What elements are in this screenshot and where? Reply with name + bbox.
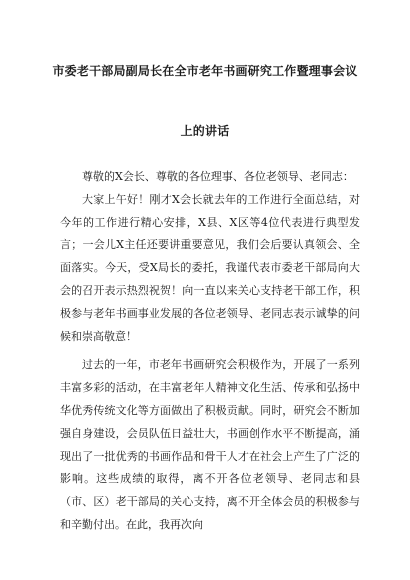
document-title-line-2: 上的讲话 (180, 124, 230, 138)
document-title-line-1: 市委老干部局副局长在全市老年书画研究工作暨理事会议 (52, 64, 358, 78)
salutation: 尊敬的X会长、尊敬的各位理事、各位老领导、老同志： (82, 170, 354, 183)
paragraph-review: 过去的一年，市老年书画研究会积极作为，开展了一系列丰富多彩的活动，在丰富老年人精神文化生活、传承和弘扬中华优秀传统文化等方面做出了积极贡献。同时，研究会不断加强自身建设，会员队伍日益壮大，书画创作水平不断提高，涌现出了一批优秀的书画作品和骨干人才在社会上产生了广泛的影响。这些成绩的取得，离不开各位老领导、老同志和县（市、区）老干部局的关心支持，离不开全体会员的积极参与和辛勤付出。在此，我再次向 (60, 358, 360, 531)
paragraph-greeting: 大家上午好！刚才X会长就去年的工作进行全面总结，对今年的工作进行精心安排，X县、X区等4位代表进行典型发言；一会儿X主任还要讲重要意见，我们会后要认真领会、全面落实。今天，受X局长的委托，我谨代表市委老干部局向大会的召开表示热烈祝贺！向一直以来关心支持老干部工作，积极参与老年书画事业发展的各位老领导、老同志表示诚挚的问候和崇高敬意！ (60, 192, 360, 343)
document-body (60, 166, 360, 537)
